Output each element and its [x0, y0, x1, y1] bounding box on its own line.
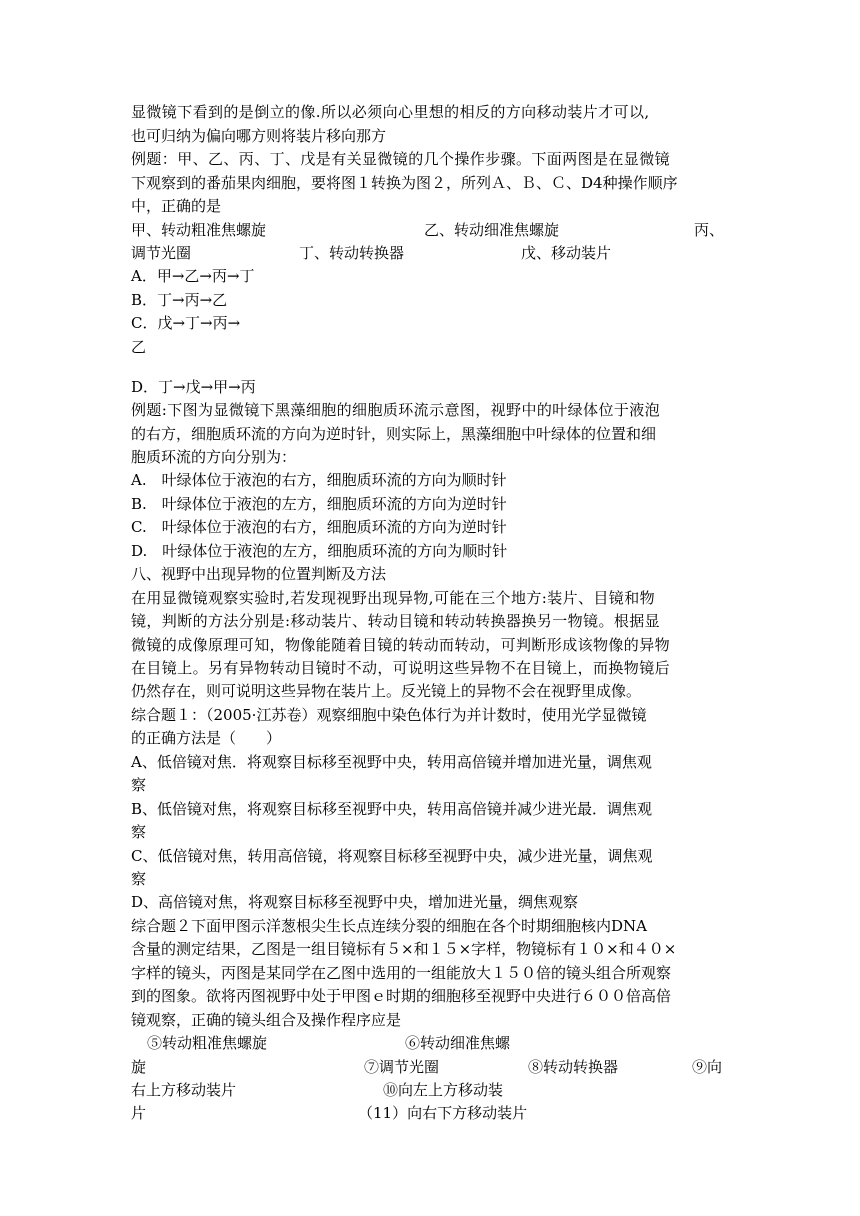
section8-paragraph-line-3: 微镜的成像原理可知，物像能随着目镜的转动而转动，可判断形成该物像的异物: [131, 636, 671, 654]
example2-option-d: D. 叶绿体位于液泡的左方，细胞质环流的方向为顺时针: [131, 542, 508, 560]
comprehensive2-stem-line-1: 综合题２下面甲图示洋葱根尖生长点连续分裂的细胞在各个时期细胞核内DNA: [131, 917, 647, 935]
example2-stem-line-3: 胞质环流的方向分别为：: [131, 448, 297, 466]
comprehensive1-option-c-cont: 察: [131, 870, 147, 888]
comprehensive2-stem-line-3: 字样的镜头，丙图是某同学在乙图中选用的一组能放大１５０倍的镜头组合所观察: [131, 964, 672, 982]
section8-paragraph-line-4: 在目镜上。另有异物转动目镜时不动，可说明这些异物不在目镜上，而换物镜后: [131, 659, 671, 677]
comprehensive2-stem-line-4: 到的图象。欲将丙图视野中处于甲图ｅ时期的细胞移至视野中央进行６００倍高倍: [131, 987, 672, 1005]
step-10-cont: 片: [131, 1104, 147, 1122]
comprehensive1-option-d: D、高倍镜对焦，将观察目标移至视野中央，增加进光量，绸焦观察: [131, 893, 579, 911]
comprehensive2-stem-line-2: 含量的测定结果，乙图是一组目镜标有５×和１５×字样，物镜标有１０×和４０×: [131, 940, 677, 958]
example1-stem-line-3: 中，正确的是: [131, 197, 222, 215]
step-5: ⑤转动粗准焦螺旋: [147, 1034, 268, 1052]
example1-stem-line-1: 例题：甲、乙、丙、丁、戊是有关显微镜的几个操作步骤。下面两图是在显微镜: [131, 150, 671, 168]
section8-paragraph-line-2: 镜，判断的方法分别是:移动装片、转动目镜和转动转换器换另一物镜。根据显: [131, 612, 661, 630]
step-bing: 调节光圈: [131, 244, 192, 262]
step-6-cont: 旋: [131, 1058, 147, 1076]
example2-option-c: C. 叶绿体位于液泡的右方，细胞质环流的方向为逆时针: [131, 518, 507, 536]
example1-option-a: A．甲→乙→丙→丁: [131, 267, 255, 285]
comprehensive2-stem-line-5: 镜观察，正确的镜头组合及操作程序应是: [131, 1011, 402, 1029]
comprehensive1-stem-line-1: 综合题１：（2005·江苏卷）观察细胞中染色体行为并计数时，使用光学显微镜: [131, 706, 647, 724]
step-10: ⑩向左上方移动装: [383, 1081, 504, 1099]
step-7: ⑦调节光圈: [364, 1058, 440, 1076]
intro-line-2: 也可归纳为偏向哪方则将装片移向那方: [131, 127, 387, 145]
comprehensive1-option-a: A、低倍镜对焦．将观察目标移至视野中央，转用高倍镜并增加进光量，调焦观: [131, 753, 652, 771]
example2-option-a: A. 叶绿体位于液泡的右方，细胞质环流的方向为顺时针: [131, 471, 507, 489]
example2-stem-line-2: 的右方，细胞质环流的方向为逆时针，则实际上，黑藻细胞中叶绿体的位置和细: [131, 425, 657, 443]
step-wu: 戊、移动装片: [521, 244, 612, 262]
step-11: （11）向右下方移动装片: [358, 1104, 528, 1122]
step-8: ⑧转动转换器: [528, 1058, 619, 1076]
step-bing-prefix: 丙、: [694, 221, 725, 239]
example1-option-b: B．丁→丙→乙: [131, 291, 228, 309]
comprehensive1-option-c: C、低倍镜对焦，转用高倍镜，将观察目标移至视野中央，减少进光量，调焦观: [131, 847, 653, 865]
comprehensive1-stem-line-2: 的正确方法是（ ）: [131, 729, 282, 747]
step-ding: 丁、转动转换器: [299, 244, 405, 262]
example1-option-c-cont: 乙: [131, 338, 147, 356]
step-6: ⑥转动细准焦螺: [405, 1034, 511, 1052]
section8-paragraph-line-5: 仍然存在，则可说明这些异物在装片上。反光镜上的异物不会在视野里成像。: [131, 682, 642, 700]
example2-stem-line-1: 例题:下图为显微镜下黑藻细胞的细胞质环流示意图，视野中的叶绿体位于液泡: [131, 401, 661, 419]
comprehensive1-option-b-cont: 察: [131, 823, 147, 841]
example1-option-c: C．戊→丁→丙→: [131, 314, 241, 332]
section8-heading: 八、视野中出现异物的位置判断及方法: [131, 565, 387, 583]
intro-line-1: 显微镜下看到的是倒立的像.所以必须向心里想的相反的方向移动装片才可以,: [131, 103, 650, 121]
step-9-prefix: ⑨向: [692, 1058, 723, 1076]
comprehensive1-option-b: B、低倍镜对焦，将观察目标移至视野中央，转用高倍镜并减少进光最．调焦观: [131, 800, 653, 818]
step-jia: 甲、转动粗准焦螺旋: [131, 221, 267, 239]
example2-option-b: B. 叶绿体位于液泡的左方，细胞质环流的方向为逆时针: [131, 495, 507, 513]
section8-paragraph-line-1: 在用显微镜观察实验时,若发现视野出现异物,可能在三个地方:装片、目镜和物: [131, 589, 655, 607]
comprehensive1-option-a-cont: 察: [131, 776, 147, 794]
step-yi: 乙、转动细准焦螺旋: [424, 221, 560, 239]
step-9: 右上方移动装片: [131, 1081, 237, 1099]
example1-stem-line-2: 下观察到的番茄果肉细胞，要将图１转换为图２，所列Ａ、Ｂ、Ｃ、D4种操作顺序: [131, 174, 678, 192]
example1-option-d: D．丁→戊→甲→丙: [131, 378, 256, 396]
